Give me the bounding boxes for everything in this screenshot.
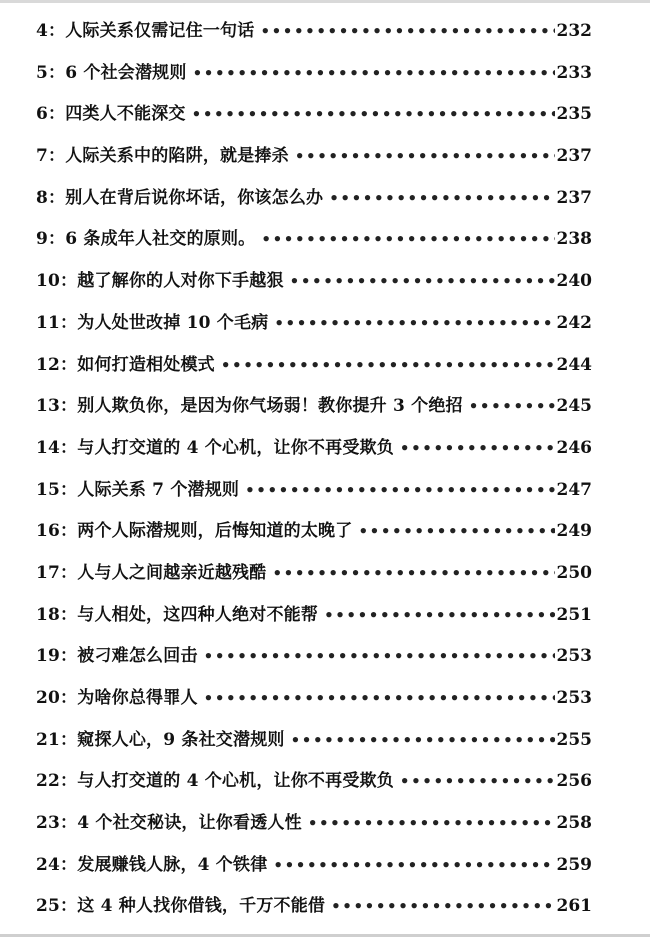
toc-entry[interactable] <box>36 178 592 220</box>
toc-entry-title: 19：被刁难怎么回击 <box>36 646 198 667</box>
toc-entry-page: 258 <box>556 813 592 834</box>
toc-entry-title: 13：别人欺负你，是因为你气场弱！教你提升 3 个绝招 <box>36 396 463 417</box>
dot-leader <box>291 720 555 762</box>
toc-entry-title: 4：人际关系仅需记住一句话 <box>36 21 255 41</box>
dot-leader <box>331 886 554 928</box>
dot-leader <box>295 136 555 178</box>
toc-entry-page: 237 <box>556 187 592 208</box>
toc-entry-title: 8：别人在背后说你坏话，你该怎么办 <box>36 187 324 208</box>
dot-leader <box>204 636 555 678</box>
toc-entry-page: 261 <box>556 896 592 917</box>
toc-entry-page: 253 <box>556 646 592 667</box>
toc-entry[interactable] <box>36 53 592 95</box>
toc-entry-title: 11：为人处世改掉 10 个毛病 <box>36 312 269 333</box>
dot-leader <box>358 511 554 553</box>
toc-entry-page: 232 <box>556 21 592 41</box>
dot-leader <box>273 845 554 887</box>
toc-entry[interactable] <box>36 553 592 595</box>
toc-entry-page: 251 <box>556 604 592 625</box>
dot-leader <box>400 428 555 470</box>
toc-entry[interactable] <box>36 386 592 428</box>
table-of-contents <box>36 11 592 928</box>
toc-entry[interactable] <box>36 136 592 178</box>
dot-leader <box>272 553 554 595</box>
toc-entry[interactable] <box>36 428 592 470</box>
dot-leader <box>290 261 555 303</box>
dot-leader <box>329 178 554 220</box>
toc-entry[interactable] <box>36 595 592 637</box>
toc-entry-page: 246 <box>556 437 592 458</box>
dot-leader <box>400 761 555 803</box>
toc-entry-title: 6：四类人不能深交 <box>36 104 186 125</box>
toc-entry[interactable] <box>36 303 592 345</box>
dot-leader <box>261 219 554 261</box>
toc-entry[interactable] <box>36 511 592 553</box>
toc-entry[interactable] <box>36 761 592 803</box>
toc-entry[interactable] <box>36 803 592 845</box>
dot-leader <box>193 53 555 95</box>
toc-entry-title: 9：6 条成年人社交的原则。 <box>36 229 256 250</box>
toc-entry-title: 21：窥探人心，9 条社交潜规则 <box>36 729 285 750</box>
toc-entry-page: 250 <box>556 562 592 583</box>
toc-entry-title: 24：发展赚钱人脉，4 个铁律 <box>36 854 268 875</box>
toc-entry[interactable] <box>36 11 592 53</box>
toc-entry-title: 7：人际关系中的陷阱，就是捧杀 <box>36 146 289 167</box>
toc-entry[interactable] <box>36 678 592 720</box>
toc-entry-page: 253 <box>556 688 592 708</box>
toc-entry-title: 5：6 个社会潜规则 <box>36 62 187 83</box>
toc-entry-page: 235 <box>556 104 592 125</box>
toc-entry[interactable] <box>36 219 592 261</box>
toc-entry[interactable] <box>36 636 592 678</box>
toc-entry-title: 22：与人打交道的 4 个心机，让你不再受欺负 <box>36 771 394 792</box>
dot-leader <box>324 595 554 637</box>
toc-entry-page: 237 <box>556 146 592 167</box>
toc-entry[interactable] <box>36 845 592 887</box>
dot-leader <box>260 11 554 53</box>
toc-entry-title: 23：4 个社交秘诀，让你看透人性 <box>36 813 302 834</box>
toc-entry-title: 10：越了解你的人对你下手越狠 <box>36 271 284 292</box>
toc-entry-page: 244 <box>556 354 592 375</box>
toc-entry-title: 17：人与人之间越亲近越残酷 <box>36 562 267 583</box>
page-top-border <box>0 0 650 3</box>
toc-entry-page: 242 <box>556 312 592 333</box>
toc-entry-page: 249 <box>556 521 592 542</box>
toc-entry-title: 25：这 4 种人找你借钱，千万不能借 <box>36 896 326 917</box>
dot-leader <box>221 345 555 387</box>
toc-entry-page: 238 <box>556 229 592 250</box>
toc-entry-title: 18：与人相处，这四种人绝对不能帮 <box>36 604 319 625</box>
dot-leader <box>308 803 555 845</box>
dot-leader <box>469 386 555 428</box>
dot-leader <box>274 303 554 345</box>
toc-entry-page: 259 <box>556 854 592 875</box>
toc-entry-page: 245 <box>556 396 592 417</box>
toc-entry[interactable] <box>36 720 592 762</box>
toc-entry-page: 247 <box>556 479 592 500</box>
toc-entry-page: 255 <box>556 729 592 750</box>
toc-entry-page: 256 <box>556 771 592 792</box>
toc-entry-title: 16：两个人际潜规则，后悔知道的太晚了 <box>36 521 353 542</box>
toc-entry-page: 240 <box>556 271 592 292</box>
dot-leader <box>192 94 555 136</box>
toc-entry[interactable] <box>36 886 592 928</box>
dot-leader <box>204 678 555 720</box>
toc-entry-title: 15：人际关系 7 个潜规则 <box>36 479 240 500</box>
dot-leader <box>245 470 554 512</box>
toc-entry[interactable] <box>36 261 592 303</box>
toc-entry[interactable] <box>36 345 592 387</box>
toc-entry-page: 233 <box>556 62 592 83</box>
toc-entry[interactable] <box>36 470 592 512</box>
toc-entry-title: 14：与人打交道的 4 个心机，让你不再受欺负 <box>36 437 394 458</box>
toc-entry-title: 12：如何打造相处模式 <box>36 354 215 375</box>
toc-entry[interactable] <box>36 94 592 136</box>
toc-entry-title: 20：为啥你总得罪人 <box>36 688 198 708</box>
